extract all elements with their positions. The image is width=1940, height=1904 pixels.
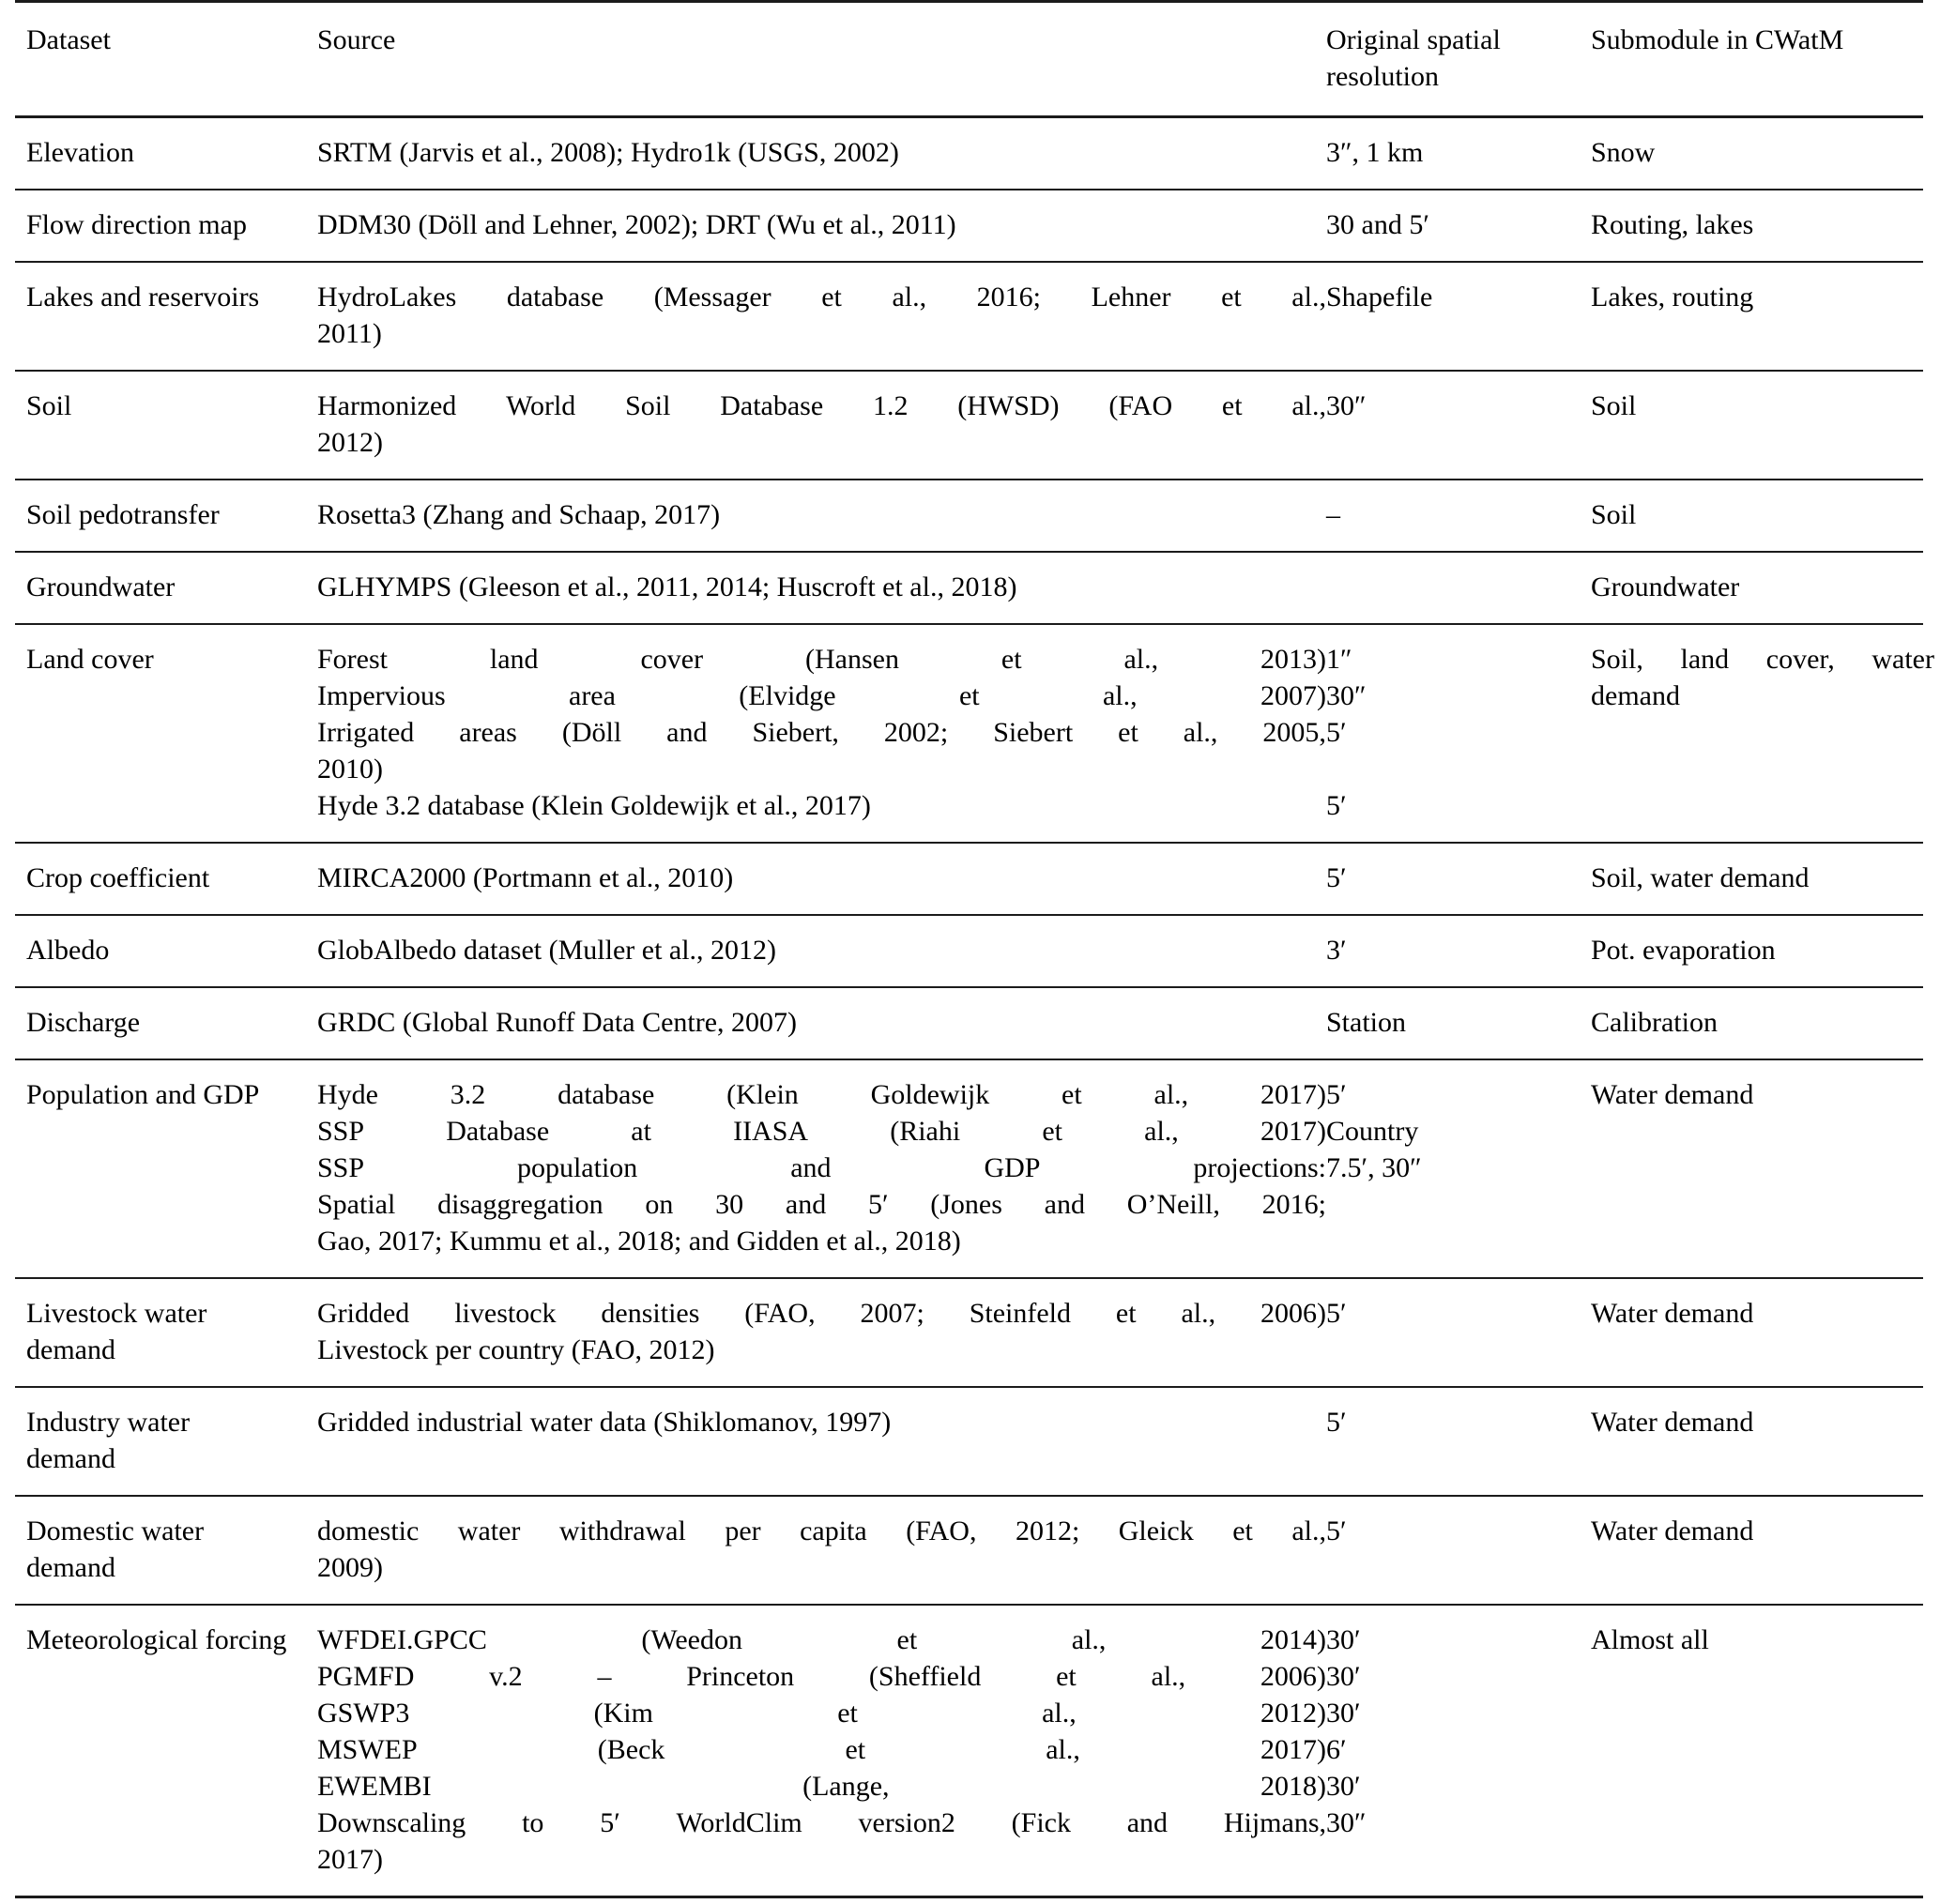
dataset-label: Elevation bbox=[26, 137, 134, 168]
cell-dataset bbox=[15, 624, 306, 843]
cell-submodule bbox=[1580, 480, 1923, 552]
resolution_lines-line: 7.5′, 30″ bbox=[1326, 1152, 1422, 1183]
resolution_lines-line: 30″ bbox=[1326, 680, 1367, 711]
resolution_lines-line: Station bbox=[1326, 1007, 1407, 1038]
source_lines-line: Livestock per country (FAO, 2012) bbox=[317, 1334, 715, 1365]
resolution_lines-line: Shapefile bbox=[1326, 282, 1433, 312]
source_lines-line: 2009) bbox=[317, 1552, 383, 1583]
source_lines-line: Harmonized World Soil Database 1.2 (HWSD) (FAO et al., bbox=[317, 390, 1326, 421]
cell-submodule bbox=[1580, 262, 1923, 371]
source_lines-line: 2017) bbox=[317, 1844, 383, 1875]
cell-source bbox=[306, 371, 1326, 480]
cell-source bbox=[306, 262, 1326, 371]
resolution_lines-line bbox=[1326, 751, 1563, 787]
cell-dataset bbox=[15, 987, 306, 1059]
source_lines-line: Hyde 3.2 database (Klein Goldewijk et al., 2017) bbox=[317, 1079, 1326, 1110]
submodule_lines-line: Soil bbox=[1591, 499, 1637, 530]
submodule_lines-line: Water demand bbox=[1591, 1298, 1754, 1329]
column-header-resolution-line1: Original spatial bbox=[1326, 24, 1501, 55]
cell-resolution bbox=[1315, 915, 1580, 987]
source_lines-line: SSP population and GDP projections: bbox=[317, 1152, 1326, 1183]
submodule_lines-line: Water demand bbox=[1591, 1407, 1754, 1438]
cell-source bbox=[306, 480, 1315, 552]
dataset-label: Discharge bbox=[26, 1007, 141, 1038]
source_lines-line: 2011) bbox=[317, 318, 382, 349]
column-header-dataset: Dataset bbox=[15, 2, 306, 117]
cell-resolution bbox=[1315, 371, 1580, 480]
dataset-label: Soil pedotransfer bbox=[26, 499, 220, 530]
cell-source bbox=[306, 987, 1315, 1059]
source_lines-line: Impervious area (Elvidge et al., 2007) bbox=[317, 680, 1326, 711]
cell-source bbox=[306, 552, 1315, 624]
cell-resolution bbox=[1315, 1278, 1580, 1387]
dataset-label: Albedo bbox=[26, 935, 110, 966]
source_lines-line: SSP Database at IIASA (Riahi et al., 2017) bbox=[317, 1116, 1326, 1147]
cell-submodule bbox=[1580, 1605, 1923, 1897]
cell-source bbox=[306, 1278, 1326, 1387]
source_lines-line: Gao, 2017; Kummu et al., 2018; and Gidden et al., 2018) bbox=[317, 1226, 961, 1257]
cell-dataset bbox=[15, 1059, 306, 1278]
cell-resolution bbox=[1315, 480, 1580, 552]
dataset-label: Crop coefficient bbox=[26, 862, 210, 893]
cell-resolution bbox=[1315, 262, 1580, 371]
cell-submodule bbox=[1580, 624, 1934, 843]
source_lines-line: MIRCA2000 (Portmann et al., 2010) bbox=[317, 862, 734, 893]
resolution_lines-line: 30′ bbox=[1326, 1771, 1361, 1802]
submodule_lines-line: Water demand bbox=[1591, 1079, 1754, 1110]
source_lines-line: HydroLakes database (Messager et al., 2016; Lehner et al., bbox=[317, 282, 1326, 312]
source_lines-line: Downscaling to 5′ WorldClim version2 (Fick and Hijmans, bbox=[317, 1807, 1326, 1838]
cell-submodule bbox=[1580, 843, 1923, 915]
dataset_lines-line: demand bbox=[26, 1552, 115, 1583]
cell-source bbox=[306, 1387, 1315, 1496]
dataset_lines-line: Livestock water bbox=[26, 1298, 207, 1329]
table-row bbox=[15, 190, 1923, 262]
submodule_lines-line: Pot. evaporation bbox=[1591, 935, 1776, 966]
cell-dataset bbox=[15, 262, 306, 371]
resolution_lines-line bbox=[1326, 569, 1563, 605]
resolution_lines-line: 30″ bbox=[1326, 390, 1367, 421]
table-header bbox=[15, 2, 1923, 117]
cell-resolution bbox=[1315, 843, 1580, 915]
cell-submodule bbox=[1580, 987, 1923, 1059]
cell-dataset bbox=[15, 1496, 306, 1605]
cell-resolution bbox=[1315, 624, 1580, 843]
submodule_lines-line: demand bbox=[1591, 680, 1680, 711]
table-row bbox=[15, 843, 1923, 915]
source_lines-line: GSWP3 (Kim et al., 2012) bbox=[317, 1698, 1326, 1729]
resolution_lines-line bbox=[1326, 1223, 1563, 1259]
resolution_lines-line: 30′ bbox=[1326, 1698, 1361, 1729]
cell-dataset bbox=[15, 843, 306, 915]
resolution_lines-line bbox=[1326, 1549, 1563, 1586]
resolution_lines-line bbox=[1326, 1186, 1563, 1223]
submodule_lines-line: Routing, lakes bbox=[1591, 209, 1754, 240]
source_lines-line: Irrigated areas (Döll and Siebert, 2002; Siebert et al., 2005, bbox=[317, 717, 1326, 748]
dataset_lines-line: Domestic water bbox=[26, 1516, 205, 1546]
source_lines-line: GRDC (Global Runoff Data Centre, 2007) bbox=[317, 1007, 798, 1038]
resolution_lines-line: – bbox=[1326, 499, 1340, 530]
resolution_lines-line: 30 and 5′ bbox=[1326, 209, 1429, 240]
table-body bbox=[15, 117, 1934, 1897]
source_lines-line: SRTM (Jarvis et al., 2008); Hydro1k (USGS, 2002) bbox=[317, 137, 899, 168]
column-header-resolution-line2: resolution bbox=[1326, 61, 1439, 92]
resolution_lines-line: 1″ bbox=[1326, 644, 1352, 675]
dataset-label: Lakes and reservoirs bbox=[26, 282, 260, 312]
source_lines-line: domestic water withdrawal per capita (FAO, 2012; Gleick et al., bbox=[317, 1516, 1326, 1546]
cell-submodule bbox=[1580, 552, 1923, 624]
column-header-submodule: Submodule in CWatM bbox=[1580, 2, 1923, 117]
dataset-label: Groundwater bbox=[26, 571, 176, 602]
cell-dataset bbox=[15, 915, 306, 987]
dataset-label: Flow direction map bbox=[26, 209, 247, 240]
table-row bbox=[15, 480, 1923, 552]
resolution_lines-line: 5′ bbox=[1326, 1079, 1347, 1110]
cell-submodule bbox=[1580, 1059, 1923, 1278]
resolution_lines-line: 5′ bbox=[1326, 862, 1347, 893]
source_lines-line: Rosetta3 (Zhang and Schaap, 2017) bbox=[317, 499, 721, 530]
table-row bbox=[15, 552, 1923, 624]
cell-source bbox=[306, 117, 1315, 190]
dataset_lines-line: demand bbox=[26, 1443, 115, 1474]
resolution_lines-line: 30′ bbox=[1326, 1661, 1361, 1692]
cell-resolution bbox=[1315, 552, 1580, 624]
dataset-label: Population and GDP bbox=[26, 1079, 260, 1110]
resolution_lines-line: Country bbox=[1326, 1116, 1419, 1147]
cell-submodule bbox=[1580, 1387, 1923, 1496]
resolution_lines-line: 30′ bbox=[1326, 1624, 1361, 1655]
resolution_lines-line: 5′ bbox=[1326, 790, 1347, 821]
resolution_lines-line: 5′ bbox=[1326, 1298, 1347, 1329]
cell-dataset bbox=[15, 190, 306, 262]
cell-dataset bbox=[15, 552, 306, 624]
source_lines-line: 2010) bbox=[317, 754, 383, 784]
resolution_lines-line: 6′ bbox=[1326, 1734, 1347, 1765]
resolution_lines-line bbox=[1326, 1332, 1563, 1368]
dataset_lines-line: demand bbox=[26, 1334, 115, 1365]
submodule_lines-line: Calibration bbox=[1591, 1007, 1718, 1038]
cell-source bbox=[306, 1059, 1326, 1278]
resolution_lines-line: 5′ bbox=[1326, 717, 1347, 748]
submodule_lines-line: Snow bbox=[1591, 137, 1656, 168]
table-row bbox=[15, 1059, 1923, 1278]
cell-dataset bbox=[15, 1278, 306, 1387]
cell-submodule bbox=[1580, 915, 1923, 987]
table-row bbox=[15, 624, 1923, 843]
cell-resolution bbox=[1315, 1059, 1580, 1278]
source_lines-line: PGMFD v.2 – Princeton (Sheffield et al., 2006) bbox=[317, 1661, 1326, 1692]
cell-resolution bbox=[1315, 190, 1580, 262]
source_lines-line: Forest land cover (Hansen et al., 2013) bbox=[317, 644, 1326, 675]
source_lines-line: 2012) bbox=[317, 427, 383, 458]
source_lines-line: Gridded livestock densities (FAO, 2007; Steinfeld et al., 2006) bbox=[317, 1298, 1326, 1329]
resolution_lines-line bbox=[1326, 1841, 1563, 1878]
submodule_lines-line: Soil, water demand bbox=[1591, 862, 1810, 893]
resolution_lines-line: 3′ bbox=[1326, 935, 1347, 966]
cell-source bbox=[306, 1496, 1326, 1605]
submodule_lines-line: Almost all bbox=[1591, 1624, 1709, 1655]
header-row bbox=[15, 2, 1923, 117]
cell-resolution bbox=[1315, 1387, 1580, 1496]
table-row bbox=[15, 117, 1923, 190]
resolution_lines-line: 5′ bbox=[1326, 1407, 1347, 1438]
submodule_lines-line: Water demand bbox=[1591, 1516, 1754, 1546]
source_lines-line: Hyde 3.2 database (Klein Goldewijk et al., 2017) bbox=[317, 790, 871, 821]
cell-source bbox=[306, 915, 1315, 987]
cell-dataset bbox=[15, 371, 306, 480]
cell-source bbox=[306, 843, 1315, 915]
table-row bbox=[15, 371, 1923, 480]
table-row bbox=[15, 1605, 1923, 1897]
submodule_lines-line: Lakes, routing bbox=[1591, 282, 1754, 312]
cell-dataset bbox=[15, 117, 306, 190]
cell-dataset bbox=[15, 1605, 306, 1897]
cell-submodule bbox=[1580, 190, 1923, 262]
cell-submodule bbox=[1580, 117, 1923, 190]
resolution_lines-line: 5′ bbox=[1326, 1516, 1347, 1546]
submodule_lines-line: Soil, land cover, water bbox=[1591, 644, 1934, 675]
source_lines-line: MSWEP (Beck et al., 2017) bbox=[317, 1734, 1326, 1765]
dataset-label: Meteorological forcing bbox=[26, 1624, 287, 1655]
cell-resolution bbox=[1315, 117, 1580, 190]
column-header-source: Source bbox=[306, 2, 1315, 117]
column-header-resolution bbox=[1315, 2, 1580, 117]
source_lines-line: Spatial disaggregation on 30 and 5′ (Jones and O’Neill, 2016; bbox=[317, 1189, 1326, 1220]
source_lines-line: EWEMBI (Lange, 2018) bbox=[317, 1771, 1326, 1802]
cell-submodule bbox=[1580, 1496, 1923, 1605]
cell-resolution bbox=[1315, 1496, 1580, 1605]
table-row bbox=[15, 1387, 1923, 1496]
dataset-label: Soil bbox=[26, 390, 72, 421]
cell-dataset bbox=[15, 1387, 306, 1496]
table-row bbox=[15, 915, 1923, 987]
resolution_lines-line: 30″ bbox=[1326, 1807, 1367, 1838]
table-row bbox=[15, 1496, 1923, 1605]
cell-source bbox=[306, 190, 1315, 262]
source_lines-line: GLHYMPS (Gleeson et al., 2011, 2014; Huscroft et al., 2018) bbox=[317, 571, 1017, 602]
table-row bbox=[15, 987, 1923, 1059]
cell-resolution bbox=[1315, 1605, 1580, 1897]
source_lines-line: WFDEI.GPCC (Weedon et al., 2014) bbox=[317, 1624, 1326, 1655]
source_lines-line: GlobAlbedo dataset (Muller et al., 2012) bbox=[317, 935, 777, 966]
source_lines-line: Gridded industrial water data (Shiklomanov, 1997) bbox=[317, 1407, 892, 1438]
cell-submodule bbox=[1580, 371, 1923, 480]
dataset-label: Land cover bbox=[26, 644, 154, 675]
cell-source bbox=[306, 624, 1326, 843]
cell-submodule bbox=[1580, 1278, 1923, 1387]
submodule_lines-line: Groundwater bbox=[1591, 571, 1740, 602]
table-row bbox=[15, 1278, 1923, 1387]
cell-dataset bbox=[15, 480, 306, 552]
submodule_lines-line: Soil bbox=[1591, 390, 1637, 421]
source_lines-line: DDM30 (Döll and Lehner, 2002); DRT (Wu et al., 2011) bbox=[317, 209, 956, 240]
resolution_lines-line: 3″, 1 km bbox=[1326, 137, 1424, 168]
dataset_lines-line: Industry water bbox=[26, 1407, 191, 1438]
cell-resolution bbox=[1315, 987, 1580, 1059]
input-datasets-table bbox=[15, 0, 1934, 1898]
table-row bbox=[15, 262, 1923, 371]
cell-source bbox=[306, 1605, 1326, 1897]
